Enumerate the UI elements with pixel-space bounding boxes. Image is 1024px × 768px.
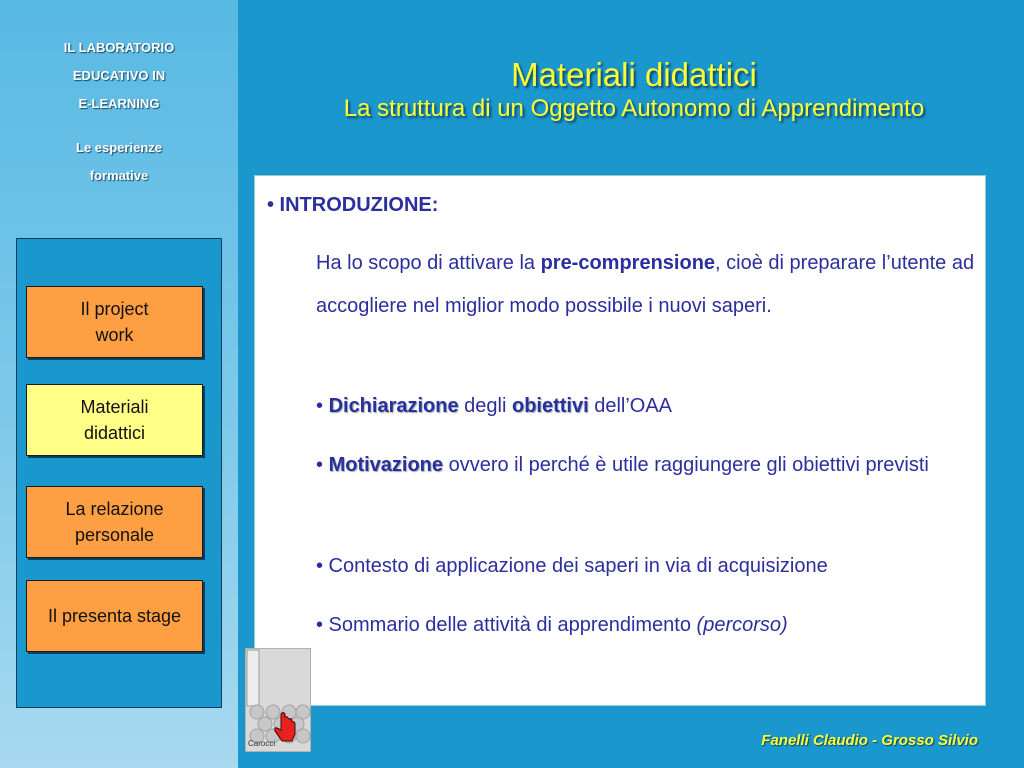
bullet: •: [316, 395, 329, 417]
item-text: ovvero il perché è utile raggiungere gli obiettivi previsti: [443, 454, 929, 476]
nav-button-project-work[interactable]: [26, 286, 203, 358]
list-item-dichiarazione: [316, 385, 978, 428]
slide-title: Materiali didattici: [511, 56, 757, 93]
sidebar: [0, 0, 238, 768]
brand-subtitle-line: formative: [89, 168, 149, 183]
hand-cursor-icon: [245, 648, 311, 752]
intro-heading: • INTRODUZIONE:: [267, 194, 439, 216]
item-text: degli: [458, 395, 512, 417]
nav-button-presenta-stage[interactable]: [26, 580, 203, 652]
nav-button-relazione-personale[interactable]: [26, 486, 203, 558]
slide-header: [254, 56, 1014, 124]
brand-block: [0, 34, 238, 190]
nav-button-materiali-didattici[interactable]: [26, 384, 203, 456]
intro-text: Ha lo scopo di attivare la: [316, 252, 541, 274]
intro-keyword: pre-comprensione: [540, 252, 716, 274]
nav-button-label: La relazione personale: [65, 499, 164, 545]
nav-button-label: Materiali didattici: [80, 397, 149, 443]
list-item-contesto: • Contesto di applicazione dei saperi in via di acquisizione: [316, 555, 828, 577]
footer-authors: Fanelli Claudio - Grosso Silvio: [761, 732, 978, 749]
slide-subtitle: La struttura di un Oggetto Autonomo di Apprendimento: [343, 95, 925, 122]
hand-cursor-thumbnail[interactable]: [245, 648, 311, 752]
brand-line: IL LABORATORIO: [63, 40, 175, 55]
brand-subtitle-line: Le esperienze: [76, 140, 162, 155]
bullet: •: [316, 454, 329, 476]
keyword-obiettivi: obiettivi: [511, 395, 589, 417]
intro-paragraph: [316, 242, 978, 328]
nav-button-label: Il presenta stage: [47, 606, 182, 626]
item-text: • Sommario delle attività di apprendimento: [316, 614, 697, 636]
item-text: dell’OAA: [588, 395, 673, 417]
list-item-motivazione: [316, 444, 978, 487]
nav-panel: [16, 238, 222, 708]
list-item-sommario: [316, 604, 978, 647]
keyword-dichiarazione: Dichiarazione: [328, 395, 459, 417]
keyword-motivazione: Motivazione: [328, 454, 444, 476]
intro-text: , cioè di preparare l’utente ad accogliere nel miglior modo possibile i nuovi saperi.: [316, 252, 975, 317]
nav-button-label: Il project work: [80, 299, 149, 345]
content-panel: [254, 175, 986, 706]
brand-line: E-LEARNING: [78, 96, 160, 111]
brand-line: EDUCATIVO IN: [72, 68, 166, 83]
item-italic: (percorso): [696, 614, 788, 636]
thumbnail-label: Carocci: [248, 739, 276, 748]
